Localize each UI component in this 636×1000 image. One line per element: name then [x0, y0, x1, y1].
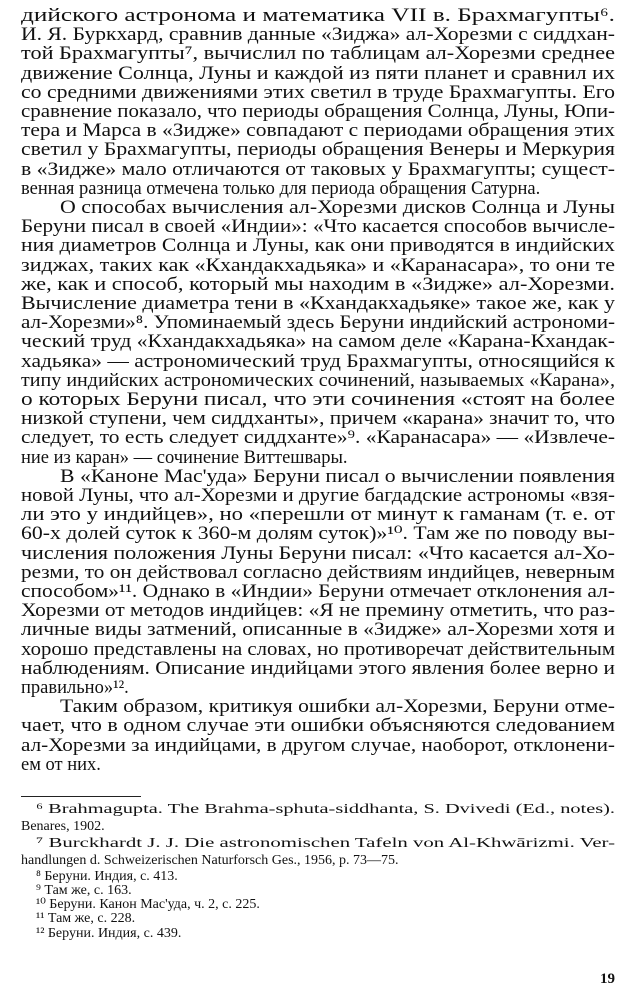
body-line: 60-х долей суток к 360-м долям суток)»¹⁰. Там же по поводу вы- [21, 524, 615, 545]
body-line: резми, то он действовал согласно действиям индийцев, неверным [21, 562, 615, 583]
body-line: И. Я. Буркхард, сравнив данные «Зиджа» ал-Хорезми с сиддхан- [21, 25, 615, 46]
body-line: низкой ступени, чем сиддханты», причем «карана» значит то, что [21, 409, 615, 430]
body-line: хорошо представлены на словах, но противоречат действительным [21, 639, 615, 660]
body-line: венная разница отмечена только для периода обращения Сатурна. [21, 178, 541, 199]
body-line: ли это у индийцев», но «перешли от минут к гаманам (т. е. от [21, 505, 615, 526]
body-line: ние из каран» — сочинение Виттешвары. [21, 447, 348, 468]
body-line: В «Каноне Мас'уда» Беруни писал о вычислении появления [60, 466, 615, 487]
body-line: Вычисление диаметра тени в «Кхандакхадьяке» такое же, как у [21, 294, 615, 314]
footnote-line: ⁹ Там же, с. 163. [36, 883, 132, 898]
body-line: со средними движениями этих светил в труде Брахмагупты. Его [21, 82, 615, 103]
body-line: в «Зидже» мало отличаются от таковых у Брахмагупты; сущест- [21, 159, 615, 180]
body-line: ал-Хорезми»⁸. Упоминаемый здесь Беруни индийский астрономи- [21, 313, 615, 334]
footnote-line: ⁷ Burckhardt J. J. Die astronomischen Tafeln von Al-Khwārizmi. Ver- [36, 836, 615, 851]
body-line: типу индийских астрономических сочинений, называемых «Карана», [21, 370, 615, 391]
body-line: способом»¹¹. Однако в «Индии» Беруни отмечает отклонения ал- [21, 582, 615, 602]
body-line: личные виды затмений, описанные в «Зидже» ал-Хорезми хотя и [21, 620, 615, 641]
body-line: чает, что в одном случае эти ошибки объясняются следованием [21, 716, 615, 737]
footnote-separator [21, 796, 141, 797]
body-line: зиджах, таких как «Кхандакхадьяка» и «Каранасара», то они те [21, 255, 615, 276]
footnote-line: ⁶ Brahmagupta. The Brahma-sphuta-siddhanta, S. Dvivedi (Ed., notes). [36, 802, 615, 817]
body-line: дийского астронома и математика VII в. Брахмагупты⁶. [21, 6, 615, 26]
body-line: же, как и способ, который мы находим в «Зидже» ал-Хорезми. [21, 274, 615, 295]
body-line: О способах вычисления ал-Хорезми дисков Солнца и Луны [60, 198, 615, 218]
body-line: ческий труд «Кхандакхадьяка» на самом деле «Карана-Кхандак- [21, 332, 615, 353]
footnote-line: handlungen d. Schweizerischen Naturforsch Ges., 1956, p. 73—75. [21, 853, 399, 868]
footnote-line: ¹² Беруни. Индия, с. 439. [36, 926, 182, 941]
body-line: числения положения Луны Беруни писал: «Что касается ал-Хо- [21, 543, 615, 564]
body-line: ал-Хорезми за индийцами, в другом случае, наоборот, отклонени- [21, 735, 616, 756]
footnote-line: ¹¹ Там же, с. 228. [36, 911, 136, 926]
body-line: движение Солнца, Луны и каждой из пяти планет и сравнил их [21, 63, 615, 84]
body-line: Хорезми от методов индийцев: «Я не премину отметить, что раз- [21, 601, 615, 622]
body-line: о которых Беруни писал, что эти сочинения «стоят на более [21, 390, 615, 410]
body-line: ем от них. [21, 754, 101, 775]
body-line: сравнение показало, что периоды обращения Солнца, Луны, Юпи- [21, 102, 615, 122]
body-line: тера и Марса в «Зидже» совпадают с периодами обращения этих [21, 121, 615, 142]
body-line: Таким образом, критикуя ошибки ал-Хорезми, Беруни отме- [60, 697, 615, 718]
body-line: ния диаметров Солнца и Луны, как они приводятся в индийских [21, 236, 615, 257]
body-line: той Брахмагупты⁷, вычислил по таблицам ал-Хорезми среднее [21, 44, 615, 65]
body-line: Беруни писал в своей «Индии»: «Что касается способов вычисле- [21, 217, 615, 238]
body-line: светил у Брахмагупты, периоды обращения Венеры и Меркурия [21, 140, 615, 161]
body-line: правильно»¹². [21, 678, 129, 698]
footnote-line: ¹⁰ Беруни. Канон Мас'уда, ч. 2, с. 225. [36, 897, 260, 912]
footnote-line: Benares, 1902. [21, 819, 105, 834]
body-line: наблюдениям. Описание индийцами этого явления более верно и [21, 658, 615, 679]
body-line: следует, то есть следует сиддханте»⁹. «Каранасара» — «Извлече- [21, 428, 615, 449]
body-line: новой Луны, что ал-Хорезми и другие багдадские астрономы «взя- [21, 486, 615, 506]
footnote-line: ⁸ Беруни. Индия, с. 413. [36, 869, 178, 884]
page-number: 19 [600, 971, 615, 987]
body-line: хадьяка» — астрономический труд Брахмагупты, относящийся к [21, 351, 615, 372]
